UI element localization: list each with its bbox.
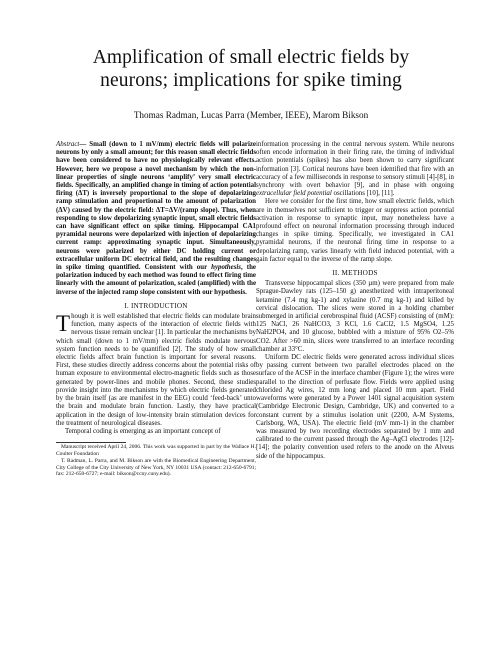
title-line-2: neurons; implications for spike timing	[100, 70, 402, 91]
author-list: Thomas Radman, Lucas Parra (Member, IEEE), Marom Bikson	[133, 110, 369, 120]
footnote-affiliation: T. Radman, L. Parra, and M. Bikson are with the Biomedical Engineering Department, City College of the City University of New York, NY 10031 USA (contact: 212-650-6791; fax: 212-650-6727; e-mail: bikson@ccny.cuny.edu).	[56, 458, 256, 478]
footnote-manuscript: Manuscript received April 24, 2006. This work was supported in part by the Wallace H. Coulter Foundation	[56, 444, 256, 457]
section-number: II.	[332, 269, 340, 278]
methods-paragraph-1: Transverse hippocampal slices (350 µm) were prepared from male Sprague-Dawley rats (125–150 g) anesthetized with intraperitoneal ketamine (7.4 mg kg-1) and xylazine (0.7 mg kg-1) and killed by cervical dislocation. The slices were stored in a holding chamber submerged in artificial cerebrospinal fluid (ACSF) consisting of (mM): 125 NaCl, 26 NaHCO3, 3 KCl, 1.6 CaCl2, 1.5 MgSO4, 1.25 NaH2PO4, and 10 glucose, bubbled with a mixture of 95% O2–5% CO2. After >60 min, slices were transferred to an interface recording chamber at 33°C.	[256, 280, 454, 353]
intro-paragraph-3-text-b: oscillations [10], [11].	[331, 190, 395, 198]
drop-cap: T	[56, 311, 71, 337]
right-column	[256, 141, 454, 461]
abstract	[56, 141, 256, 297]
intro-paragraph-3-text-a: information processing in the central nervous system. While neurons often encode information in their firing rate, the timing of individual action potentials (spikes) has also been shown to carry significant information [3]. Cortical neurons have been identified that fire with an accuracy of a few milliseconds in response to sensory stimuli [4]-[8], in synchrony with overt behavior [9], and in phase with ongoing	[256, 141, 454, 190]
abstract-dash: —	[79, 141, 90, 148]
methods-paragraph-2: Uniform DC electric fields were generated across individual slices by passing current between two parallel electrodes placed on the surface of the ACSF in the interface chamber (Figure 1); the wires were parallel to the direction of perfusate flow. Fields were applied using chlorided Ag wires, 12 mm long and placed 10 mm apart. Field waveforms were generated by a Power 1401 signal acquisition system (Cambridge Electronic Design, Cambridge, UK) and converted to a constant current by a stimulus isolation unit (2200, A-M Systems, Carlsborg, WA, USA). The electric field (mV mm-1) in the chamber was measured by two recording electrodes separated by 1 mm and calibrated to the current passed through the Ag–AgCl electrodes [12]-[14]; the polarity convention used refers to the anode on the Alveus side of the hippocampus.	[256, 354, 454, 460]
paper-title	[40, 46, 462, 92]
left-column	[56, 141, 256, 478]
abstract-text-2: , the polarization induced by each method was found to effect firing time linearly with the amount of polarization, scaled (amplified) with the inverse of the injected ramp slope consistent with our hypothesis.	[56, 264, 256, 296]
section-heading-introduction	[56, 302, 256, 310]
title-line-1: Amplification of small electric fields by	[92, 47, 410, 68]
section-title-initial: I	[130, 301, 134, 310]
section-title-rest: NTRODUCTION	[133, 301, 188, 310]
section-title-initial: M	[341, 269, 349, 278]
abstract-label: Abstract	[56, 141, 80, 148]
abstract-text-1: Small (down to 1 mV/mm) electric fields will polarize neurons by only a small amount; for this reason small electric fields have been considered to have no physiologically relevant effects. However, here we propose a novel mechanism by which the non-linear properties of single neurons ‘amplify’ very small electric fields. Specifically, an amplified change in timing of action potential firing (ΔT) is inversely proportional to the slope of depolarizing ramp stimulation and proportional to the amount of polarization (ΔV) caused by the electric field: ΔT=ΔV/(ramp slope). Thus, when responding to slow depolarizing synaptic input, small electric fields can have significant effect on spike timing. Hippocampal CA1 pyramidal neurons were depolarized with injection of depolarizing current ramp: approximating synaptic input. Simultaneously, neurons were polarized by either DC holding current or extracellular uniform DC electrical field, and the resulting changes in spike timing quantified. Consistent with our	[56, 141, 256, 272]
section-title-rest: ETHODS	[348, 269, 378, 278]
intro-paragraph-3-italic: extracellular field potential	[256, 190, 332, 198]
intro-paragraph-4: Here we consider for the first time, how small electric fields, which are in themselves not sufficient to trigger or suppress action potential activation in response to synaptic input, may nonetheless have a profound effect on neuronal information processing through induced changes in spike timing. Specifically, we investigated in CA1 pyramidal neurons, if the neuronal firing time in response to a depolarizing ramp, varies linearly with field induced potential, with a gain factor equal to the inverse of the ramp slope.	[256, 198, 454, 263]
section-number: I.	[124, 301, 129, 310]
section-heading-methods	[256, 269, 454, 277]
intro-paragraph-3	[256, 141, 454, 198]
footnotes	[56, 444, 256, 478]
intro-paragraph-1-text: hough it is well established that electric fields can modulate brain function, many aspects of the interaction of electric fields with nervous tissue remain unclear [1]. In particular the mechanisms by which small (down to 1 mV/mm) electric fields modulate nervous system function needs to be quantified [2]. The study of how small electric fields affect brain function is important for several reasons. First, these studies directly address concerns about the potential risks of human exposure to environmental electro-magnetic fields such as those generated by power-lines and mobile phones. Second, these studies provide insight into the mechanisms by which electric fields generated by the brain itself (as are manifest in the EEG) could ‘feed-back’ unto the brain and modulate brain function. Lastly, they have practical application in the design of low-intensity brain stimulation devices for the treatment of neurological diseases.	[56, 313, 256, 427]
abstract-hypothesis: hypothesis	[211, 264, 241, 272]
intro-paragraph-2: Temporal coding is emerging as an important concept of	[65, 427, 221, 435]
footnote-rule	[56, 442, 126, 443]
intro-paragraph-1	[56, 313, 256, 428]
